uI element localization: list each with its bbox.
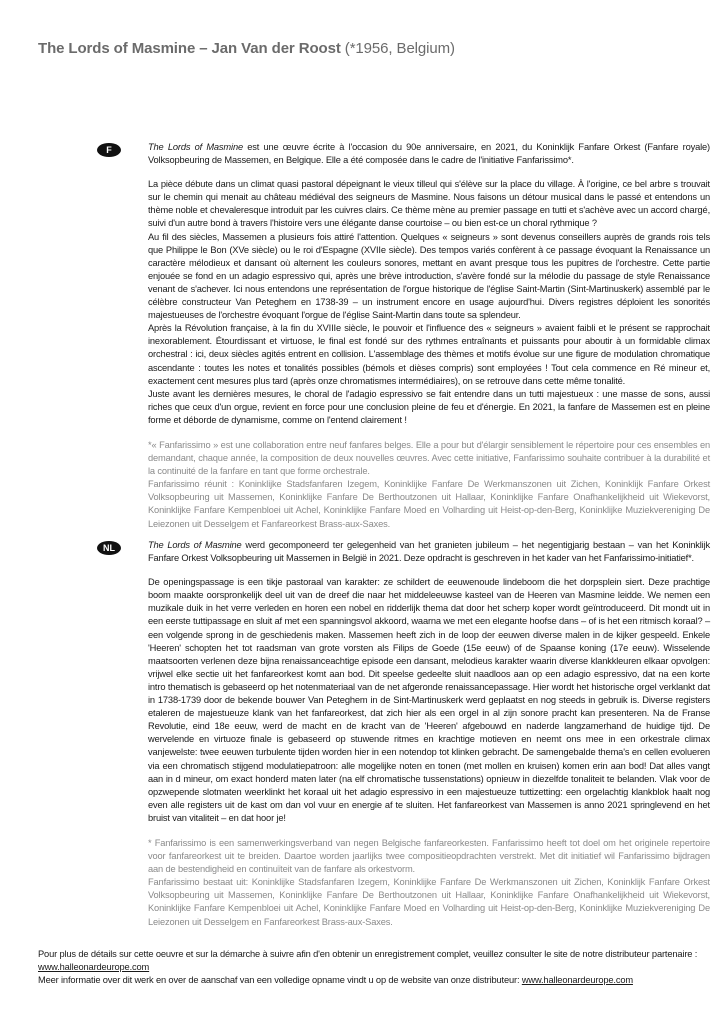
- footnote: *« Fanfarissimo » est une collaboration entre neuf fanfares belges. Elle a pour but d'élargir sensiblement le répertoire pour ces ensembles en demandant, chaque année, la composition de deux nouvelles œuvres. Avec cette initiative, Fanfarissimo souhaite contribuer à la durabilité et la continuité de la fanfare en tant que forme orchestrale.: [148, 439, 710, 477]
- intro-paragraph: The Lords of Masmine est une œuvre écrite à l'occasion du 90e anniversaire, en 2021, du Koninklijk Fanfare Orkest (Fanfare royale) Volksopbeuring de Massemen, en Belgique. Elle a été composée dans le cadre de l'initiative Fanfarissimo*.: [148, 142, 710, 166]
- body-paragraph: Au fil des siècles, Massemen a plusieurs fois attiré l'attention. Quelques « seigneurs » sont devenus conseillers auprès de grands rois tels que Philippe le Bon (XVe siècle) ou le roi d'Espagne (XVIIe siècle). Des tempos variés confèrent à ce passage évoquant la Renaissance un caractère mélodieux et dansant où alternent les couleurs sonores, mettant en avant presque tous les pupitres de l'orchestre. Cette partie enjouée se fond en un adagio espressivo qui, après une brève introduction, s'avère fondé sur la mélodie du passage de style Renaissance venant de s'achever. Ici nous entendons une représentation de l'orgue historique de l'église Saint-Martin (Sint-Martinuskerk) assemblé par le célèbre constructeur Van Peteghem en 1738-39 – un instrument encore en usage aujourd'hui. Divers registres déploient les sonorités majestueuses de l'orchestre évoquant l'orgue de l'église Saint-Martin dans toute sa splendeur.: [148, 231, 710, 321]
- footer-fr: Pour plus de détails sur cette oeuvre et sur la démarche à suivre afin d'en obtenir un enregistrement complet, veuillez consulter le site de notre distributeur partenaire : www.halleonardeurope.com: [38, 949, 698, 972]
- section-dutch: [148, 539, 710, 929]
- body-paragraph: De openingspassage is een tikje pastoraal van karakter: ze schildert de eeuwenoude lindeboom die het dorpsplein siert. Deze prachtige boom maakte oorspronkelijk deel uit van de dreef die naar het middeleeuwse kasteel van de Heeren van Masmine leidde. We nemen een muzikale duik in het verre verleden en horen een nobel en ridderlijk thema dat door het scherp koper wordt geïntroduceerd. Dit mondt uit in een eerste tuttipassage en sluit af met een spanningsvol akkoord, waarna we met een elegante hoofse dans – of is het een ritmisch koraal? – een volgende sprong in de geschiedenis maken. Massemen heeft zich in de loop der eeuwen diverse malen in de kijker gespeeld. Enkele 'Heeren' schopten het tot raadsman van grote vorsten als Filips de Goede (15e eeuw) of de Spaanse koning (17e eeuw). Wisselende maatsoorten verlenen deze bijna renaissanceachtige episode een dansant, melodieus karakter waarin diverse klankkleuren elkaar opvolgen: vrijwel elke sectie uit het fanfareorkest komt aan bod. Dit speelse gedeelte sluit naadloos aan op een adagio espressivo, dat na een korte intro thematisch is gebaseerd op het notenmateriaal van de net afgeronde renaissancepassage. Hier wordt het historische orgel verklankt dat in 1738-1739 door de bekende bouwer Van Peteghem in de Sint-Martinuskerk werd geplaatst en nog steeds in gebruik is. Diverse registers etaleren de majestueuze klank van het fanfareorkest, dat zich hier als een orgel in al zijn sonore pracht kan presenteren. Na de Franse Revolutie, eind 18e eeuw, werd de macht en de kracht van de 'Heeren' afgebouwd en naderde langzamerhand de huidige tijd. De wervelende en virtuoze finale is gebaseerd op stuwende ritmes en krachtige motieven en neemt ons mee in een orkestrale climax vanjewelste: twee eeuwen turbulente tijden worden hier in een notendop tot klinken gebracht. De samengebalde thema's en cellen evolueren via een chromatisch stijgend modulatiepatroon: alle mogelijke noten en tonen (met mollen en kruisen) komen erin aan bod! Dat alles vangt aan in d mineur, om exact honderd maten later (na elf chromatische tussenstations) opnieuw in diezelfde tonaliteit te belanden. Vlak voor de opzwepende slotmaten weerklinkt het koraal uit het adagio espressivo in een majestueuze tuttizetting: een orgelachtig klankblok haalt nog even alle registers uit de kast om dan vol vuur en energie af te sluiten. Het fanfareorkest van Massemen is anno 2021 springlevend en het bruist van vitaliteit – en dat hoor je!: [148, 577, 710, 823]
- work-title: The Lords of Masmine: [148, 142, 243, 152]
- language-badge-nl: NL: [97, 541, 121, 555]
- body-paragraph: Après la Révolution française, à la fin du XVIIIe siècle, le pouvoir et l'influence des « seigneurs » avaient faibli et le présent se rapprochait inexorablement. Étourdissant et virtuose, le final est fondé sur des rythmes entraînants et puissants pour aboutir à un formidable climax orchestral : ici, deux siècles agités entrent en collision. L'assemblage des thèmes et motifs évolue sur une figure de modulation chromatique ascendante : toutes les notes et tonalités possibles (bémols et dièses compris) sont employées ! Tout cela commence en Ré mineur et, exactement cent mesures plus tard (après onze chromatismes intermédiaires), on se retrouve dans cette même tonalité.: [148, 323, 710, 386]
- section-french: [148, 141, 710, 531]
- body-paragraph: Juste avant les dernières mesures, le choral de l'adagio espressivo se fait entendre dans un tutti majestueux : une masse de sons, aussi riches que ceux d'un orgue, revient en force pour une conclusion pleine de feu et d'énergie. En 2021, la fanfare de Massemen est en pleine forme et déborde de dynamisme, comme on l'entend clairement !: [148, 388, 710, 425]
- title-sub: (*1956, Belgium): [340, 40, 455, 57]
- footnote-block: [148, 439, 710, 531]
- footnote: Fanfarissimo réunit : Koninklijke Stadsfanfaren Izegem, Koninklijke Fanfare De Werkmanszonen uit Zichen, Koninklijk Fanfare Orkest Volksopbeuring uit Massemen, Koninklijke Fanfare De Berthoutzonen uit Hallaar, Koninklijke Fanfare Onafhankelijkheid uit Wiekevorst, Koninklijke Fanfare Kempenbloei uit Achel, Koninklijke Fanfare Moed en Volharding uit Heist-op-den-Berg, Koninklijke Muziekvereniging De Leiezonen uit Desselgem et Fanfareorkest Brass-aux-Saxes.: [148, 479, 710, 529]
- distributor-link-nl[interactable]: www.halleonardeurope.com: [521, 975, 633, 985]
- title-main: The Lords of Masmine – Jan Van der Roost: [38, 40, 341, 57]
- footnote: Fanfarissimo bestaat uit: Koninklijke Stadsfanfaren Izegem, Koninklijke Fanfare De Werkmanszonen uit Zichen, Koninklijk Fanfare Orkest Volksopbeuring uit Massemen, Koninklijke Fanfare De Berthoutzonen uit Hallaar, Koninklijke Fanfare Onafhankelijkheid uit Wiekevorst, Koninklijke Fanfare Kempenbloei uit Achel, Koninklijke Fanfare Moed en Volharding uit Heist-op-den-Berg, Koninklijke Muziekvereniging De Leiezonen uit Desselgem en Fanfareorkest Brass-aux-Saxes.: [148, 877, 710, 927]
- distributor-link-fr[interactable]: www.halleonardeurope.com: [38, 962, 150, 972]
- language-badge-fr: F: [97, 143, 121, 157]
- footer-nl: Meer informatie over dit werk en over de aanschaf van een volledige opname vindt u op de website van onze distributeur: www.halleonardeurope.com: [38, 975, 633, 985]
- work-title: The Lords of Masmine: [148, 540, 242, 550]
- footnote: * Fanfarissimo is een samenwerkingsverband van negen Belgische fanfareorkesten. Fanfarissimo heeft tot doel om het originele repertoire voor fanfareorkest uit te breiden. Daartoe worden jaarlijks twee compositieopdrachten verstrekt. Met dit initiatief wil Fanfarissimo bijdragen aan de bestendigheid en continuïteit van de fanfare als orkestvorm.: [148, 837, 710, 875]
- intro-paragraph: The Lords of Masmine werd gecomponeerd ter gelegenheid van het granieten jubileum – het negentigjarig bestaan – van het Koninklijk Fanfare Orkest Volksopbeuring uit Massemen in België in 2021. Deze opdracht is geschreven in het kader van het Fanfarissimo-initiatief*.: [148, 540, 711, 564]
- footer: [38, 948, 698, 987]
- body-paragraph: La pièce débute dans un climat quasi pastoral dépeignant le vieux tilleul qui s'élève sur la place du village. À l'origine, ce bel arbre s trouvait sur le chemin qui menait au château médiéval des seigneurs de Masmine. Nous faisons un détour musical dans le passé et entendons un thème noble et chevaleresque introduit par les cuivres clairs. Ce thème mène au premier passage en tutti et s'achève avec un accord chargé, suivi d'un autre bond à travers l'histoire vers une élégante danse courtoise – ou bien est-ce un choral rythmique ?: [148, 179, 710, 229]
- footnote-block: [148, 837, 710, 929]
- page-title: [38, 40, 455, 57]
